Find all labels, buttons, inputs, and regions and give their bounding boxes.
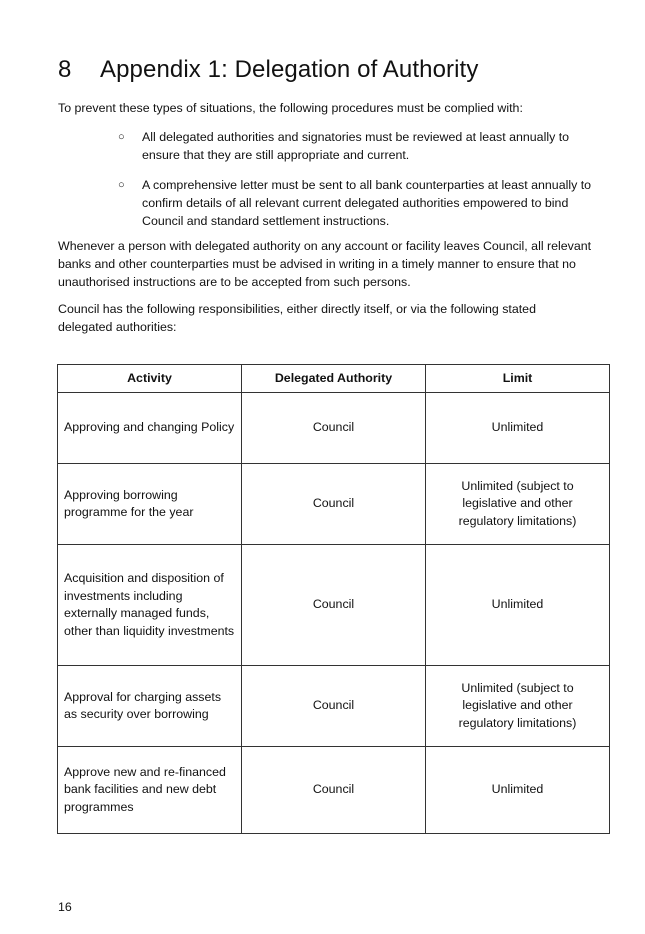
page-number: 16 xyxy=(58,900,72,914)
section-title: Appendix 1: Delegation of Authority xyxy=(100,56,479,83)
limit-cell: Unlimited xyxy=(426,747,610,834)
activity-cell: Approving and changing Policy xyxy=(58,393,242,464)
limit-cell: Unlimited (subject to legislative and other regulatory limitations) xyxy=(426,464,610,545)
table-row xyxy=(58,393,610,464)
intro-paragraph: To prevent these types of situations, the following procedures must be complied with: xyxy=(58,101,523,115)
column-header-limit: Limit xyxy=(426,365,610,393)
section-number: 8 xyxy=(58,56,72,83)
table-header-row xyxy=(58,365,610,393)
limit-cell: Unlimited xyxy=(426,393,610,464)
table-row xyxy=(58,545,610,666)
list-item xyxy=(118,128,598,164)
authority-cell: Council xyxy=(242,666,426,747)
table-row xyxy=(58,464,610,545)
list-item xyxy=(118,176,598,230)
table-row xyxy=(58,666,610,747)
bullet-circle-icon: ○ xyxy=(118,179,125,191)
authority-cell: Council xyxy=(242,464,426,545)
list-item-text: A comprehensive letter must be sent to all bank counterparties at least annually to confirm details of all relevant current delegated authorities empowered to bind Council and standard settlement instructions. xyxy=(142,178,592,228)
responsibilities-paragraph: Council has the following responsibilities, either directly itself, or via the following stated delegated authorities: xyxy=(58,302,536,334)
procedure-list xyxy=(118,128,598,242)
departure-paragraph: Whenever a person with delegated authority on any account or facility leaves Council, all relevant banks and other counterparties must be advised in writing in a timely manner to ensure that no unauthorised instructions are to be accepted from such persons. xyxy=(58,239,592,289)
column-header-authority: Delegated Authority xyxy=(242,365,426,393)
authority-cell: Council xyxy=(242,545,426,666)
delegation-table xyxy=(57,364,610,834)
authority-cell: Council xyxy=(242,393,426,464)
activity-cell: Approve new and re-financed bank facilities and new debt programmes xyxy=(58,747,242,834)
table-row xyxy=(58,747,610,834)
limit-cell: Unlimited (subject to legislative and other regulatory limitations) xyxy=(426,666,610,747)
limit-cell: Unlimited xyxy=(426,545,610,666)
activity-cell: Approving borrowing programme for the year xyxy=(58,464,242,545)
column-header-activity: Activity xyxy=(58,365,242,393)
bullet-circle-icon: ○ xyxy=(118,131,125,143)
authority-cell: Council xyxy=(242,747,426,834)
activity-cell: Approval for charging assets as security over borrowing xyxy=(58,666,242,747)
list-item-text: All delegated authorities and signatories must be reviewed at least annually to ensure that they are still appropriate and current. xyxy=(142,130,570,162)
section-heading xyxy=(58,56,478,84)
activity-cell: Acquisition and disposition of investments including externally managed funds, other than liquidity investments xyxy=(58,545,242,666)
